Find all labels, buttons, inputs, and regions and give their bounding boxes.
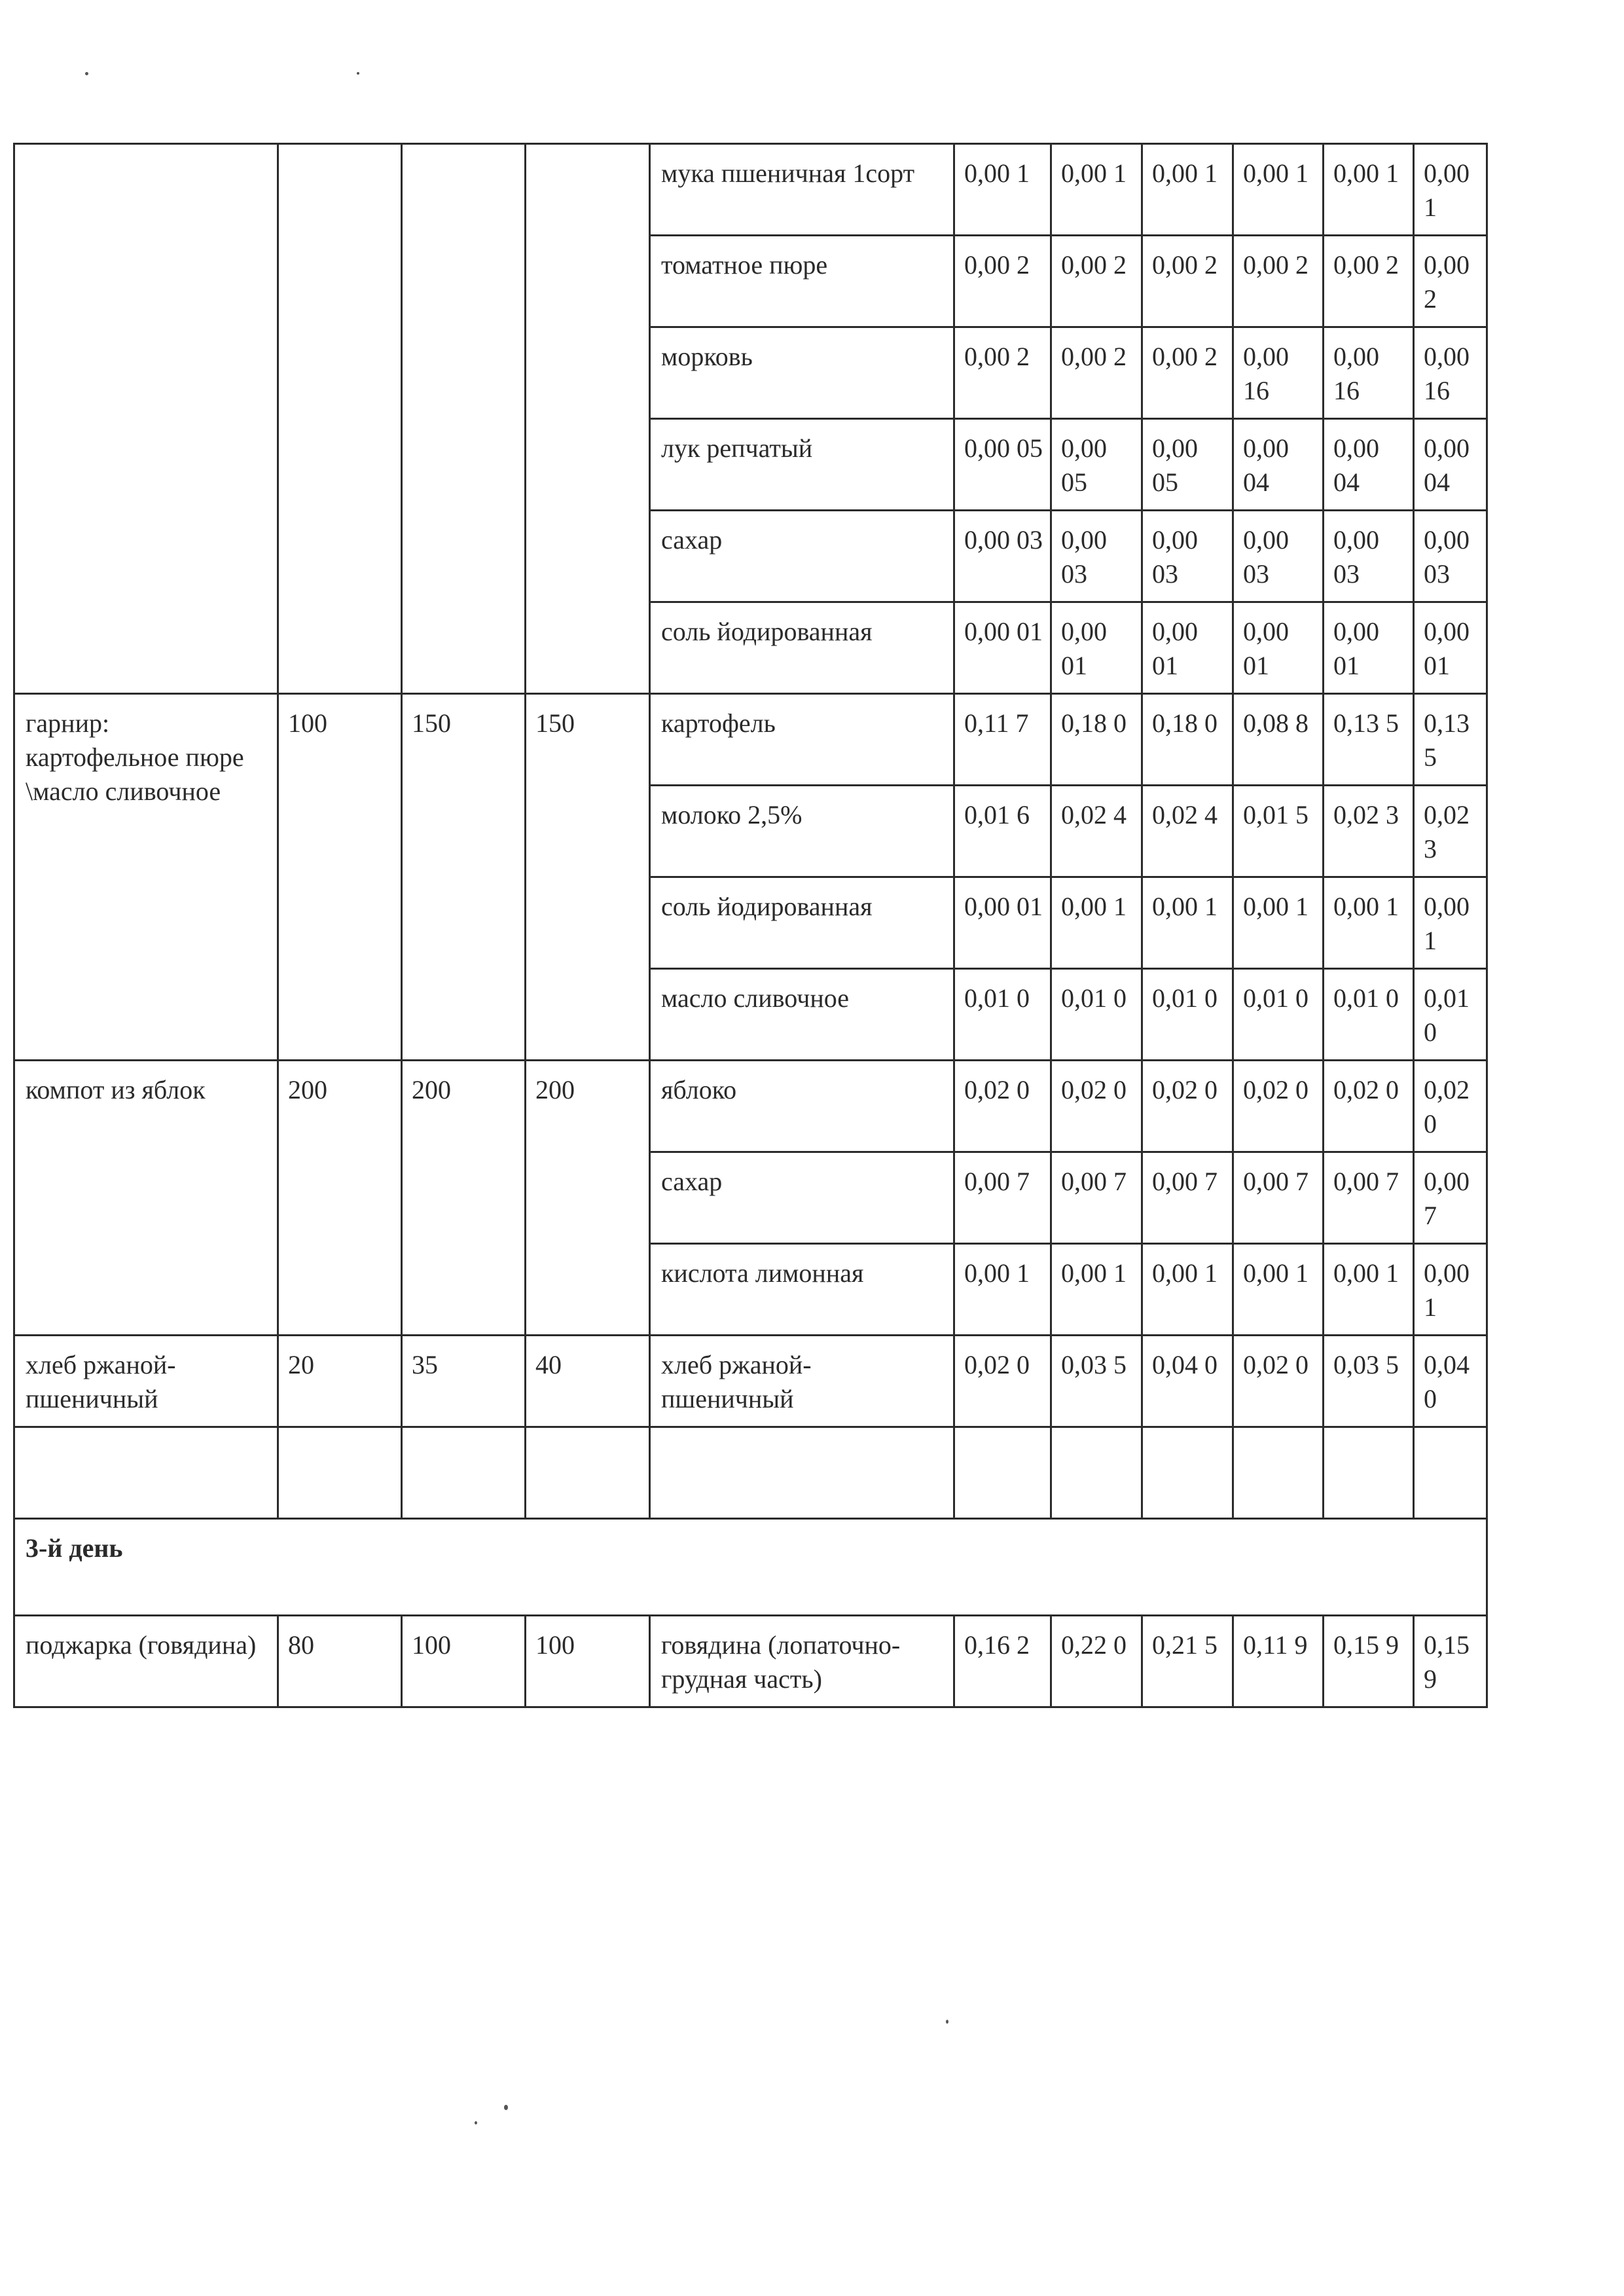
ingredient-cell: кислота лимонная	[650, 1244, 954, 1336]
quantity-cell: 0,03 5	[1051, 1336, 1142, 1427]
quantity-cell: 0,01 0	[1324, 969, 1414, 1061]
quantity-cell: 0,02 0	[1324, 1061, 1414, 1152]
scan-speck	[85, 72, 88, 75]
quantity-cell: 0,00 16	[1233, 327, 1324, 419]
quantity-cell: 0,01 0	[1051, 969, 1142, 1061]
quantity-cell: 0,00 05	[1142, 419, 1233, 511]
dish-name-cell: хлеб ржаной-пшеничный	[14, 1336, 278, 1427]
dish-name-cell	[14, 144, 278, 694]
quantity-cell: 0,00 1	[1324, 144, 1414, 236]
ingredient-cell: соль йодированная	[650, 602, 954, 694]
portion-weight-cell: 100	[278, 694, 402, 1061]
quantity-cell: 0,00 01	[1051, 602, 1142, 694]
quantity-cell: 0,00 03	[1414, 511, 1487, 602]
quantity-cell: 0,02 0	[954, 1061, 1051, 1152]
quantity-cell: 0,03 5	[1324, 1336, 1414, 1427]
quantity-cell: 0,00 01	[1233, 602, 1324, 694]
portion-weight-cell: 200	[526, 1061, 650, 1336]
quantity-cell: 0,00 04	[1324, 419, 1414, 511]
quantity-cell: 0,15 9	[1414, 1616, 1487, 1707]
table-row	[14, 1336, 1487, 1427]
ingredient-cell: соль йодированная	[650, 877, 954, 969]
table-row	[14, 694, 1487, 786]
scan-speck	[357, 72, 359, 75]
portion-weight-cell: 35	[402, 1336, 526, 1427]
quantity-cell: 0,00 03	[1051, 511, 1142, 602]
quantity-cell: 0,02 3	[1324, 786, 1414, 877]
portion-weight-cell: 150	[402, 694, 526, 1061]
ingredient-cell: яблоко	[650, 1061, 954, 1152]
quantity-cell: 0,18 0	[1142, 694, 1233, 786]
quantity-cell: 0,00 1	[1414, 877, 1487, 969]
day-label: 3-й день	[14, 1519, 1487, 1616]
quantity-cell: 0,00 05	[954, 419, 1051, 511]
quantity-cell: 0,01 0	[1233, 969, 1324, 1061]
quantity-cell: 0,00 1	[1051, 877, 1142, 969]
ingredient-cell: молоко 2,5%	[650, 786, 954, 877]
quantity-cell: 0,00 7	[1414, 1152, 1487, 1244]
quantity-cell: 0,00 16	[1414, 327, 1487, 419]
quantity-cell: 0,00 04	[1233, 419, 1324, 511]
scan-speck	[475, 2121, 477, 2124]
empty-cell	[526, 1427, 650, 1519]
ingredient-cell: лук репчатый	[650, 419, 954, 511]
quantity-cell: 0,16 2	[954, 1616, 1051, 1707]
empty-cell	[1233, 1427, 1324, 1519]
quantity-cell: 0,00 1	[954, 1244, 1051, 1336]
quantity-cell: 0,00 2	[1051, 327, 1142, 419]
quantity-cell: 0,00 1	[1233, 1244, 1324, 1336]
portion-weight-cell: 20	[278, 1336, 402, 1427]
quantity-cell: 0,00 1	[1142, 1244, 1233, 1336]
quantity-cell: 0,00 7	[954, 1152, 1051, 1244]
dish-name-cell: гарнир: картофельное пюре \масло сливочное	[14, 694, 278, 1061]
ingredient-cell: мука пшеничная 1сорт	[650, 144, 954, 236]
ingredient-cell: томатное пюре	[650, 236, 954, 327]
quantity-cell: 0,11 7	[954, 694, 1051, 786]
empty-cell	[278, 1427, 402, 1519]
day-header-row	[14, 1519, 1487, 1616]
scan-speck	[946, 2020, 948, 2024]
quantity-cell: 0,00 01	[1142, 602, 1233, 694]
quantity-cell: 0,00 1	[954, 144, 1051, 236]
quantity-cell: 0,00 04	[1414, 419, 1487, 511]
quantity-cell: 0,00 2	[1324, 236, 1414, 327]
empty-cell	[1324, 1427, 1414, 1519]
ingredient-cell: морковь	[650, 327, 954, 419]
empty-cell	[402, 1427, 526, 1519]
quantity-cell: 0,00 2	[954, 327, 1051, 419]
quantity-cell: 0,02 3	[1414, 786, 1487, 877]
quantity-cell: 0,00 1	[1233, 877, 1324, 969]
empty-cell	[14, 1427, 278, 1519]
scan-speck	[504, 2105, 508, 2110]
quantity-cell: 0,00 1	[1142, 144, 1233, 236]
portion-weight-cell: 40	[526, 1336, 650, 1427]
empty-row	[14, 1427, 1487, 1519]
portion-weight-cell: 150	[526, 694, 650, 1061]
menu-table	[13, 143, 1488, 1708]
quantity-cell: 0,00 1	[1233, 144, 1324, 236]
quantity-cell: 0,00 01	[954, 877, 1051, 969]
quantity-cell: 0,00 2	[1142, 327, 1233, 419]
quantity-cell: 0,02 4	[1051, 786, 1142, 877]
empty-cell	[1051, 1427, 1142, 1519]
quantity-cell: 0,21 5	[1142, 1616, 1233, 1707]
quantity-cell: 0,15 9	[1324, 1616, 1414, 1707]
quantity-cell: 0,00 1	[1051, 1244, 1142, 1336]
table-row	[14, 1061, 1487, 1152]
quantity-cell: 0,00 03	[1324, 511, 1414, 602]
quantity-cell: 0,00 01	[954, 602, 1051, 694]
quantity-cell: 0,00 7	[1233, 1152, 1324, 1244]
quantity-cell: 0,02 0	[1051, 1061, 1142, 1152]
ingredient-cell: говядина (лопаточно-грудная часть)	[650, 1616, 954, 1707]
portion-weight-cell	[278, 144, 402, 694]
quantity-cell: 0,02 0	[1414, 1061, 1487, 1152]
portion-weight-cell: 100	[526, 1616, 650, 1707]
quantity-cell: 0,18 0	[1051, 694, 1142, 786]
table-row	[14, 1616, 1487, 1707]
ingredient-cell: сахар	[650, 1152, 954, 1244]
quantity-cell: 0,01 0	[1142, 969, 1233, 1061]
empty-cell	[1142, 1427, 1233, 1519]
quantity-cell: 0,00 03	[1142, 511, 1233, 602]
quantity-cell: 0,00 2	[1142, 236, 1233, 327]
quantity-cell: 0,00 16	[1324, 327, 1414, 419]
quantity-cell: 0,00 1	[1414, 1244, 1487, 1336]
quantity-cell: 0,00 7	[1324, 1152, 1414, 1244]
quantity-cell: 0,11 9	[1233, 1616, 1324, 1707]
ingredient-cell: сахар	[650, 511, 954, 602]
quantity-cell: 0,00 1	[1414, 144, 1487, 236]
quantity-cell: 0,01 5	[1233, 786, 1324, 877]
ingredient-cell: картофель	[650, 694, 954, 786]
quantity-cell: 0,00 2	[1414, 236, 1487, 327]
quantity-cell: 0,00 7	[1142, 1152, 1233, 1244]
ingredient-cell: хлеб ржаной-пшеничный	[650, 1336, 954, 1427]
quantity-cell: 0,02 0	[1233, 1061, 1324, 1152]
ingredient-cell: масло сливочное	[650, 969, 954, 1061]
quantity-cell: 0,00 1	[1051, 144, 1142, 236]
quantity-cell: 0,00 1	[1142, 877, 1233, 969]
portion-weight-cell: 200	[402, 1061, 526, 1336]
quantity-cell: 0,00 1	[1324, 877, 1414, 969]
quantity-cell: 0,02 0	[954, 1336, 1051, 1427]
quantity-cell: 0,13 5	[1414, 694, 1487, 786]
quantity-cell: 0,01 0	[1414, 969, 1487, 1061]
empty-cell	[1414, 1427, 1487, 1519]
dish-name-cell: компот из яблок	[14, 1061, 278, 1336]
quantity-cell: 0,02 0	[1142, 1061, 1233, 1152]
portion-weight-cell	[526, 144, 650, 694]
portion-weight-cell: 80	[278, 1616, 402, 1707]
quantity-cell: 0,00 1	[1324, 1244, 1414, 1336]
quantity-cell: 0,22 0	[1051, 1616, 1142, 1707]
empty-cell	[954, 1427, 1051, 1519]
quantity-cell: 0,00 7	[1051, 1152, 1142, 1244]
table-row	[14, 144, 1487, 236]
quantity-cell: 0,00 03	[1233, 511, 1324, 602]
quantity-cell: 0,01 6	[954, 786, 1051, 877]
portion-weight-cell	[402, 144, 526, 694]
quantity-cell: 0,04 0	[1142, 1336, 1233, 1427]
quantity-cell: 0,00 01	[1324, 602, 1414, 694]
quantity-cell: 0,02 0	[1233, 1336, 1324, 1427]
dish-name-cell: поджарка (говядина)	[14, 1616, 278, 1707]
quantity-cell: 0,13 5	[1324, 694, 1414, 786]
quantity-cell: 0,00 2	[1051, 236, 1142, 327]
quantity-cell: 0,00 2	[1233, 236, 1324, 327]
quantity-cell: 0,00 01	[1414, 602, 1487, 694]
quantity-cell: 0,00 03	[954, 511, 1051, 602]
quantity-cell: 0,02 4	[1142, 786, 1233, 877]
quantity-cell: 0,00 05	[1051, 419, 1142, 511]
empty-cell	[650, 1427, 954, 1519]
quantity-cell: 0,00 2	[954, 236, 1051, 327]
quantity-cell: 0,01 0	[954, 969, 1051, 1061]
quantity-cell: 0,08 8	[1233, 694, 1324, 786]
portion-weight-cell: 200	[278, 1061, 402, 1336]
quantity-cell: 0,04 0	[1414, 1336, 1487, 1427]
portion-weight-cell: 100	[402, 1616, 526, 1707]
